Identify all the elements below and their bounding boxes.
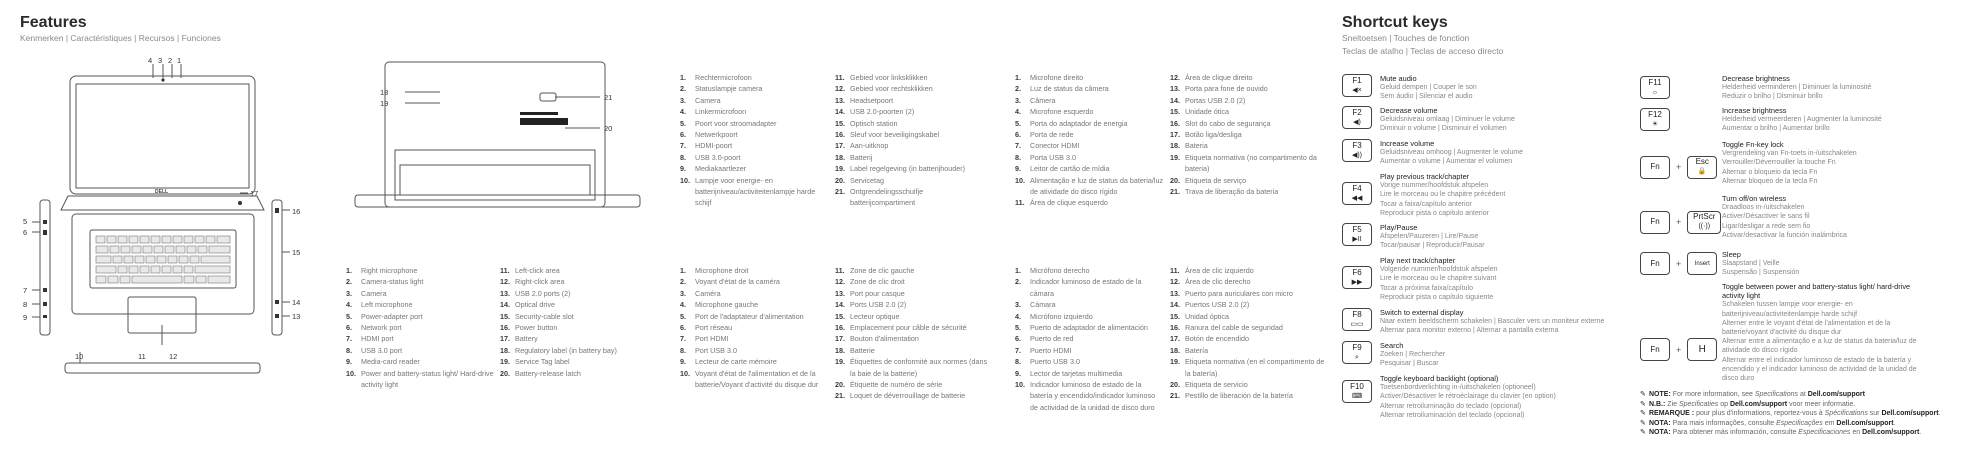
laptop-display-bezel bbox=[70, 76, 255, 194]
list-item: 19. Etiqueta normativa (no compartimento da bateria) bbox=[1170, 152, 1317, 174]
note: ✎ NOTA: Para obtener más información, consulte Especificaciones en Dell.com/support. bbox=[1640, 429, 1922, 436]
list-item: 17. Bouton d'alimentation bbox=[835, 334, 919, 344]
list-fr-b bbox=[835, 265, 990, 402]
callout-8: 8 bbox=[23, 300, 28, 309]
list-item: 3. Câmera bbox=[1015, 95, 1056, 105]
list-item: 1. Rechtermicrofoon bbox=[680, 73, 752, 82]
callout-19: 19 bbox=[380, 99, 389, 108]
note: ✎ REMARQUE : pour plus d'informations, reportez-vous à Spécifications sur Dell.com/support. bbox=[1640, 410, 1941, 417]
list-item: 8. USB 3.0 port bbox=[346, 345, 403, 355]
list-nl-b bbox=[835, 72, 990, 209]
shortcut-fn-insert: Fn + Insert Sleep Slaapstand | Veille Suspensão | Suspensión bbox=[1640, 250, 1799, 278]
list-item: 13. Headsetpoort bbox=[835, 95, 894, 105]
search-icon: ⌕ bbox=[1355, 353, 1359, 361]
previous-track-icon: ◀◀ bbox=[1351, 194, 1363, 202]
list-item: 2. Statuslampje camera bbox=[680, 84, 763, 94]
laptop-front-edge bbox=[65, 363, 260, 373]
list-item: 9. Lecteur de carte mémoire bbox=[680, 357, 777, 367]
shortcut-keys-title: Shortcut keys bbox=[1342, 14, 1448, 31]
list-item: 16. Sleuf voor beveiligingskabel bbox=[835, 130, 940, 140]
shortcut-f1: F1 ◀× Mute audio Geluid dempen | Couper le son Sem áudio | Silenciar el audio bbox=[1342, 74, 1477, 102]
list-item: 7. HDMI-poort bbox=[680, 141, 733, 151]
list-item: 15. Unidade ótica bbox=[1170, 107, 1229, 117]
f6-key: F6 ▶▶ bbox=[1342, 266, 1372, 289]
shortcut-f10: F10 ⌨ Toggle keyboard backlight (optional) Toetsenbordverlichting in-/uitschakelen (optioneel) Activer/Désactiver le rétroéclairage du clavier (en option) Alternar retroiluminação do teclado (opcional) Alternar retroiluminación del teclado (opcional) bbox=[1342, 374, 1556, 420]
list-item: 11. Área de clique esquerdo bbox=[1015, 198, 1108, 208]
list-item: 18. Batterie bbox=[835, 345, 875, 355]
list-en-b bbox=[500, 265, 650, 379]
list-item: 7. Port HDMI bbox=[680, 334, 729, 344]
list-fr-a bbox=[680, 265, 830, 390]
callout-15: 15 bbox=[292, 248, 301, 257]
list-item: 20. Servicetag bbox=[835, 175, 884, 185]
f8-key: F8 ▭▭ bbox=[1342, 308, 1372, 331]
shortcut-fn-esc: Fn + Esc 🔒 Toggle Fn-key lock Vergrendeling van Fn-toets in-/uitschakelen Verrouiller/Déverrouiller la touche Fn Alternar o bloqueio da tecla Fn Alternar bloqueo de la tecla Fn bbox=[1640, 140, 1857, 186]
fn-key: Fn bbox=[1640, 156, 1670, 179]
list-item: 17. Botão liga/desliga bbox=[1170, 130, 1242, 140]
list-item: 14. Portas USB 2.0 (2) bbox=[1170, 95, 1246, 105]
list-item: 18. Regulatory label (in battery bay) bbox=[500, 345, 617, 355]
list-item: 17. Battery bbox=[500, 334, 538, 344]
shortcut-fn-h: Fn + H Toggle between power and battery-status light/ hard-drive activity light Schakelen tussen lampje voor energie- en batterijniveau/activiteitenlampje harde schijf Alterner entre le voyant d'état de l'alimentation et de la batterie/voyant d'activité du disque dur Alternar entre a alimentação e a luz de status da bateria/luz de atividade do disco rígido Alternar entre el indicador luminoso de estado de la batería y encendido y el indicador luminoso de actividad de la unidad de disco duro bbox=[1640, 282, 1922, 383]
list-item: 8. USB 3.0-poort bbox=[680, 152, 741, 162]
list-item: 6. Network port bbox=[346, 323, 402, 333]
list-item: 10. Indicador luminoso de estado de la batería y encendido/indicador luminoso de actividad de la unidad de disco duro bbox=[1015, 380, 1156, 412]
laptop-hinge bbox=[61, 196, 264, 210]
pencil-icon: ✎ bbox=[1640, 419, 1646, 427]
list-item: 16. Ranura del cable de seguridad bbox=[1170, 323, 1283, 333]
list-item: 3. Caméra bbox=[680, 288, 721, 298]
list-item: 20. Etiqueta de servicio bbox=[1170, 380, 1248, 390]
callout-9: 9 bbox=[23, 313, 28, 322]
list-es-a bbox=[1015, 265, 1165, 413]
f10-key: F10 ⌨ bbox=[1342, 380, 1372, 403]
list-item: 5. Power-adapter port bbox=[346, 311, 423, 321]
list-item: 9. Lector de tarjetas multimedia bbox=[1015, 368, 1123, 378]
f2-key: F2 ◀) bbox=[1342, 106, 1372, 129]
list-item: 12. Zone de clic droit bbox=[835, 277, 905, 287]
callout-18: 18 bbox=[380, 88, 389, 97]
list-item: 8. Porta USB 3.0 bbox=[1015, 152, 1076, 162]
list-item: 11. Gebied voor linksklikken bbox=[835, 73, 928, 82]
battery-release-latch bbox=[540, 93, 556, 101]
list-item: 12. Gebied voor rechtsklikken bbox=[835, 84, 933, 94]
list-item: 16. Emplacement pour câble de sécurité bbox=[835, 323, 967, 333]
list-item: 5. Port de l'adaptateur d'alimentation bbox=[680, 311, 804, 321]
callout-4: 4 bbox=[148, 56, 153, 65]
insert-key: Insert bbox=[1687, 252, 1717, 275]
list-item: 18. Bateria bbox=[1170, 141, 1208, 151]
shortcut-fn-prtscr: Fn + PrtScr ((·)) Turn off/on wireless Draadloos in-/uitschakelen Activer/Désactiver le sans fil Ligar/desligar a rede sem fio Activar/desactivar la función inalámbrica bbox=[1640, 194, 1847, 240]
list-item: 14. Ports USB 2.0 (2) bbox=[835, 300, 907, 310]
callout-20: 20 bbox=[604, 124, 613, 133]
list-item: 19. Label regelgeving (in batterijhouder) bbox=[835, 164, 966, 174]
h-key: H bbox=[1687, 338, 1717, 361]
callout-7: 7 bbox=[23, 286, 28, 295]
list-item: 9. Leitor de cartão de mídia bbox=[1015, 164, 1110, 174]
list-item: 13. Port pour casque bbox=[835, 288, 905, 298]
callout-5: 5 bbox=[23, 217, 28, 226]
list-item: 16. Slot do cabo de segurança bbox=[1170, 118, 1271, 128]
list-item: 16. Power button bbox=[500, 323, 558, 333]
list-item: 7. Puerto HDMI bbox=[1015, 345, 1072, 355]
list-item: 17. Botón de encendido bbox=[1170, 334, 1249, 344]
notes-block bbox=[1640, 390, 1970, 438]
callout-14: 14 bbox=[292, 298, 301, 307]
list-item: 21. Pestillo de liberación de la batería bbox=[1170, 391, 1293, 401]
list-item: 14. Puertos USB 2.0 (2) bbox=[1170, 300, 1250, 310]
next-track-icon: ▶▶ bbox=[1351, 278, 1363, 286]
callout-11: 11 bbox=[138, 352, 146, 361]
shortcut-f8: F8 ▭▭ Switch to external display Naar extern beeldscherm schakelen | Basculer vers un moniteur externe Alternar para monitor externo | Alternar a pantalla externa bbox=[1342, 308, 1604, 336]
list-item: 19. Etiqueta normativa (en el compartimento de la batería) bbox=[1170, 357, 1325, 378]
mute-icon: ◀× bbox=[1352, 86, 1362, 94]
pencil-icon: ✎ bbox=[1640, 410, 1646, 417]
list-item: 9. Mediakaartlezer bbox=[680, 164, 747, 174]
list-item: 4. Microfone esquerdo bbox=[1015, 107, 1094, 117]
list-item: 15. Optisch station bbox=[835, 118, 898, 128]
list-item: 13. Puerto para auriculares con micro bbox=[1170, 288, 1293, 298]
list-item: 21. Loquet de déverrouillage de batterie bbox=[835, 391, 966, 401]
f4-key: F4 ◀◀ bbox=[1342, 182, 1372, 205]
list-item: 3. Camera bbox=[680, 95, 721, 105]
dell-support-link[interactable]: Dell.com/support bbox=[1881, 410, 1939, 417]
lock-icon: 🔒 bbox=[1697, 168, 1707, 175]
list-item: 3. Cámara bbox=[1015, 300, 1056, 310]
list-item: 10. Power and battery-status light/ Hard-drive activity light bbox=[346, 368, 494, 390]
features-title: Features bbox=[20, 14, 87, 31]
callout-21: 21 bbox=[604, 93, 613, 102]
play-pause-icon: ▶II bbox=[1352, 235, 1362, 243]
list-item: 10. Voyant d'état de l'alimentation et de la batterie/Voyant d'activité du disque dur bbox=[680, 368, 819, 390]
fn-key: Fn bbox=[1640, 252, 1670, 275]
prtscr-key: PrtScr ((·)) bbox=[1687, 211, 1721, 234]
fn-key: Fn bbox=[1640, 338, 1670, 361]
list-item: 20. Battery-release latch bbox=[500, 368, 581, 378]
list-item: 13. Porta para fone de ouvido bbox=[1170, 84, 1268, 94]
list-pt-b bbox=[1170, 72, 1330, 197]
list-item: 21. Ontgrendelingsschuifje batterijcompartiment bbox=[835, 187, 924, 208]
list-item: 3. Camera bbox=[346, 288, 387, 298]
list-item: 1. Microphone droit bbox=[680, 266, 749, 275]
dell-logo: DELL bbox=[155, 189, 169, 195]
list-item: 14. Optical drive bbox=[500, 300, 555, 310]
list-item: 5. Puerto de adaptador de alimentación bbox=[1015, 323, 1148, 333]
pencil-icon: ✎ bbox=[1640, 391, 1646, 398]
dell-support-link[interactable]: Dell.com/support bbox=[1862, 429, 1920, 436]
laptop-battery-outline bbox=[395, 150, 595, 200]
laptop-bottom-panel bbox=[385, 62, 605, 207]
list-item: 1. Right microphone bbox=[346, 266, 418, 275]
features-subtitle: Kenmerken | Caractéristiques | Recursos | Funciones bbox=[20, 33, 221, 43]
list-item: 17. Aan-uitknop bbox=[835, 141, 889, 151]
callout-16: 16 bbox=[292, 207, 301, 216]
pencil-icon: ✎ bbox=[1640, 400, 1646, 408]
list-item: 20. Étiquette de numéro de série bbox=[835, 380, 943, 390]
f1-key: F1 ◀× bbox=[1342, 74, 1372, 97]
list-item: 15. Lecteur optique bbox=[835, 311, 900, 321]
list-item: 6. Netwerkpoort bbox=[680, 130, 738, 140]
volume-up-icon: ◀)) bbox=[1351, 151, 1363, 159]
list-item: 6. Porta de rede bbox=[1015, 130, 1074, 140]
f5-key: F5 ▶II bbox=[1342, 223, 1372, 246]
list-en-a bbox=[346, 265, 496, 390]
shortcut-f9: F9 ⌕ Search Zoeken | Rechercher Pesquisar | Buscar bbox=[1342, 341, 1445, 369]
list-item: 18. Batería bbox=[1170, 345, 1209, 355]
list-item: 5. Poort voor stroomadapter bbox=[680, 118, 777, 128]
list-item: 9. Media-card reader bbox=[346, 357, 420, 367]
note: ✎ NOTA: Para mais informações, consulte Especificações em Dell.com/support. bbox=[1640, 419, 1896, 427]
list-item: 11. Zone de clic gauche bbox=[835, 266, 915, 275]
shortcut-f11: F11 ☼ Decrease brightness Helderheid verminderen | Diminuer la luminosité Reduzir o brilho | Disminuir brillo bbox=[1640, 74, 1871, 102]
f9-key: F9 ⌕ bbox=[1342, 341, 1372, 364]
list-nl-a bbox=[680, 72, 830, 209]
callout-12: 12 bbox=[169, 352, 178, 361]
shortcut-f5: F5 ▶II Play/Pause Afspelen/Pauzeren | Lire/Pause Tocar/pausar | Reproducir/Pausar bbox=[1342, 223, 1485, 251]
brightness-up-icon: ☀ bbox=[1651, 120, 1659, 128]
f12-key: F12 ☀ bbox=[1640, 108, 1670, 131]
list-item: 7. HDMI port bbox=[346, 334, 394, 344]
list-item: 2. Indicador luminoso de estado de la cámara bbox=[1015, 277, 1142, 298]
dell-support-link[interactable]: Dell.com/support bbox=[1836, 419, 1894, 427]
list-item: 14. USB 2.0-poorten (2) bbox=[835, 107, 915, 117]
list-item: 11. Área de clic izquierdo bbox=[1170, 266, 1254, 275]
volume-down-icon: ◀) bbox=[1353, 118, 1361, 126]
f3-key: F3 ◀)) bbox=[1342, 139, 1372, 162]
list-item: 8. Port USB 3.0 bbox=[680, 345, 737, 355]
callout-17: 17 bbox=[250, 189, 259, 198]
list-item: 12. Área de clic derecho bbox=[1170, 277, 1251, 287]
list-item: 18. Batterij bbox=[835, 152, 873, 162]
list-item: 19. Étiquettes de conformité aux normes (dans la baie de la batterie) bbox=[835, 357, 988, 378]
f11-key: F11 ☼ bbox=[1640, 76, 1670, 99]
list-item: 4. Linkermicrofoon bbox=[680, 107, 747, 117]
keyboard-backlight-icon: ⌨ bbox=[1351, 392, 1363, 400]
brightness-down-icon: ☼ bbox=[1651, 88, 1659, 96]
list-item: 2. Camera-status light bbox=[346, 277, 424, 287]
dell-support-link[interactable]: Dell.com/support bbox=[1807, 391, 1865, 398]
list-item: 4. Micrófono izquierdo bbox=[1015, 311, 1093, 321]
list-pt-a bbox=[1015, 72, 1165, 209]
list-item: 13. USB 2.0 ports (2) bbox=[500, 288, 571, 298]
wireless-icon: ((·)) bbox=[1698, 223, 1711, 230]
list-item: 19. Service Tag label bbox=[500, 357, 570, 367]
list-item: 7. Conector HDMI bbox=[1015, 141, 1080, 151]
dell-support-link[interactable]: Dell.com/support bbox=[1729, 400, 1788, 408]
shortcut-f6: F6 ▶▶ Play next track/chapter Volgende nummer/hoofdstuk afspelen Lire le morceau ou le chapitre suivant Tocar a próxima faixa/capítulo Reproducir pista o capítulo siguiente bbox=[1342, 256, 1498, 302]
list-item: 6. Puerto de red bbox=[1015, 334, 1074, 344]
display-switch-icon: ▭▭ bbox=[1350, 320, 1364, 328]
fn-key: Fn bbox=[1640, 211, 1670, 234]
laptop-rear-edge bbox=[355, 195, 640, 207]
callout-6: 6 bbox=[23, 228, 28, 237]
laptop-palmrest bbox=[72, 214, 254, 314]
list-item: 5. Porta do adaptador de energia bbox=[1015, 118, 1128, 128]
laptop-display-screen bbox=[76, 84, 249, 188]
list-item: 4. Left microphone bbox=[346, 300, 413, 310]
callout-1: 1 bbox=[177, 56, 182, 65]
list-item: 12. Right-click area bbox=[500, 277, 565, 287]
list-item: 12. Área de clique direito bbox=[1170, 73, 1253, 82]
list-item: 1. Microfone direito bbox=[1015, 73, 1084, 82]
note: ✎ NOTE: For more information, see Specifications at Dell.com/support bbox=[1640, 391, 1865, 398]
shortcut-f12: F12 ☀ Increase brightness Helderheid vermeerderen | Augmenter la luminosité Aumentar o brilho | Aumentar brillo bbox=[1640, 106, 1882, 134]
callout-2: 2 bbox=[168, 56, 173, 65]
list-item: 11. Left-click area bbox=[500, 266, 560, 275]
list-es-b bbox=[1170, 265, 1330, 402]
list-item: 2. Luz de status da câmera bbox=[1015, 84, 1109, 94]
list-item: 21. Trava de liberação da bateria bbox=[1170, 187, 1279, 197]
list-item: 15. Unidad óptica bbox=[1170, 311, 1229, 321]
note: ✎ N.B.: Zie Specificaties op Dell.com/support voor meer informatie. bbox=[1640, 400, 1856, 408]
callout-10: 10 bbox=[75, 352, 84, 361]
list-item: 20. Etiqueta de serviço bbox=[1170, 175, 1247, 185]
list-item: 1. Micrófono derecho bbox=[1015, 266, 1090, 275]
list-item: 4. Microphone gauche bbox=[680, 300, 759, 310]
list-item: 2. Voyant d'état de la caméra bbox=[680, 277, 780, 287]
list-item: 15. Security-cable slot bbox=[500, 311, 574, 321]
callout-3: 3 bbox=[158, 56, 163, 65]
list-item: 8. Puerto USB 3.0 bbox=[1015, 357, 1080, 367]
pencil-icon: ✎ bbox=[1640, 429, 1646, 436]
list-item: 10. Lampje voor energie- en batterijniveau/activiteitenlampje harde schijf bbox=[680, 175, 816, 208]
shortcut-keys-subtitle-1: Sneltoetsen | Touches de fonction bbox=[1342, 33, 1470, 43]
shortcut-keys-subtitle-2: Teclas de atalho | Teclas de acceso directo bbox=[1342, 46, 1504, 56]
shortcut-f3: F3 ◀)) Increase volume Geluidsniveau omhoog | Augmenter le volume Aumentar o volume | Aumentar el volumen bbox=[1342, 139, 1523, 167]
callout-13: 13 bbox=[292, 312, 301, 321]
shortcut-f4: F4 ◀◀ Play previous track/chapter Vorige nummer/hoofdstuk afspelen Lire le morceau ou le chapitre précédent Tocar a faixa/capítulo anterior Reproducir pista o capítulo anterior bbox=[1342, 172, 1505, 218]
esc-key: Esc 🔒 bbox=[1687, 156, 1717, 179]
shortcut-f2: F2 ◀) Decrease volume Geluidsniveau omlaag | Diminuer le volume Diminuir o volume | Disminuir el volumen bbox=[1342, 106, 1515, 134]
list-item: 10. Alimentação e luz de status da bateria/luz de atividade do disco rígido bbox=[1015, 175, 1164, 197]
list-item: 6. Port réseau bbox=[680, 323, 733, 333]
